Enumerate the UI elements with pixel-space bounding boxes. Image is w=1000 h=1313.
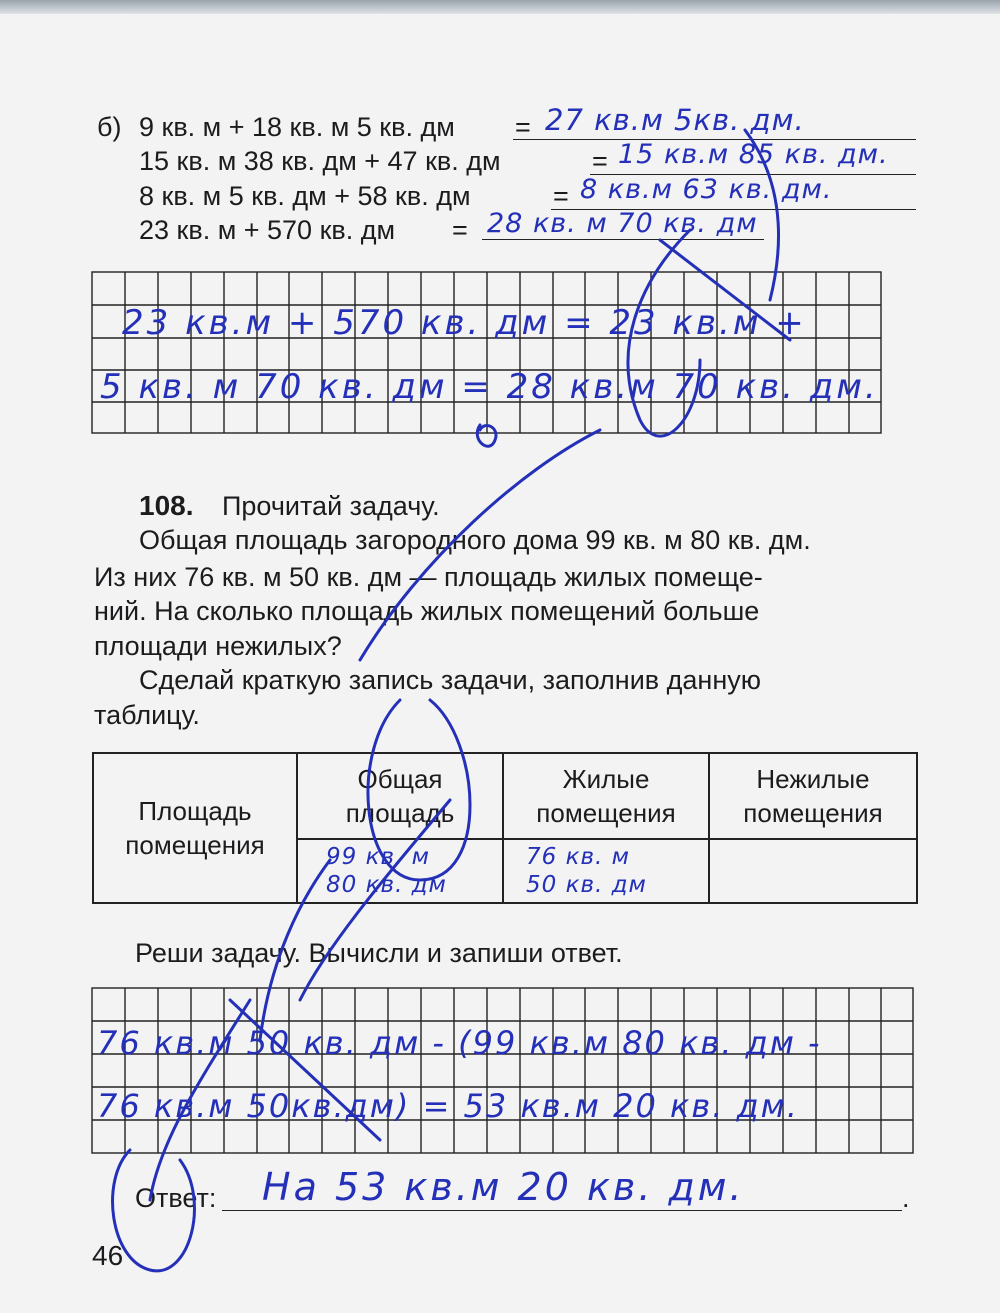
handwritten-answer: 28 кв. м 70 кв. дм: [487, 208, 758, 239]
handwritten-answer: 27 кв.м 5кв. дм.: [545, 103, 805, 137]
equation-expression: 23 кв. м + 570 кв. дм: [139, 215, 396, 245]
instruction-line: Сделай краткую запись задачи, заполнив данную: [139, 665, 761, 695]
grid-handwriting-line: 23 кв.м + 570 кв. дм = 23 кв.м +: [122, 303, 807, 343]
solve-instruction: Реши задачу. Вычисли и запиши ответ.: [135, 938, 623, 968]
handwritten-answer: На 53 кв.м 20 кв. дм.: [262, 1165, 745, 1209]
equals-sign: =: [452, 215, 468, 245]
handwritten-answer: 15 кв.м 85 кв. дм.: [618, 139, 889, 170]
equation-expression: 15 кв. м 38 кв. дм + 47 кв. дм: [139, 146, 501, 176]
row-header-text: помещения: [125, 830, 265, 860]
header-text: помещения: [536, 798, 676, 828]
equals-sign: =: [592, 146, 608, 176]
header-text: помещения: [743, 798, 883, 828]
handwritten-value: 99 кв. м: [326, 844, 430, 870]
handwritten-value: 76 кв. м: [526, 844, 630, 870]
header-text: Нежилые: [756, 764, 870, 794]
handwritten-answer: 8 кв.м 63 кв. дм.: [580, 174, 833, 205]
solution-line: 76 кв.м 50 кв. дм - (99 кв.м 80 кв. дм -: [97, 1024, 822, 1062]
equals-sign: =: [553, 181, 569, 211]
answer-period: .: [902, 1183, 910, 1213]
handwritten-value: 50 кв. дм: [526, 872, 647, 898]
task-text-line: Общая площадь загородного дома 99 кв. м 80 кв. дм.: [139, 525, 811, 555]
handwritten-value: 80 кв. дм: [326, 872, 447, 898]
task-number: 108.: [139, 490, 194, 521]
equals-sign: =: [515, 112, 531, 142]
grid-handwriting-line: 5 кв. м 70 кв. дм = 28 кв.м 70 кв. дм.: [100, 367, 879, 407]
task-heading: Прочитай задачу.: [222, 491, 440, 521]
row-header-text: Площадь: [138, 796, 252, 826]
answer-label: Ответ:: [135, 1183, 217, 1213]
solution-line: 76 кв.м 50кв.дм) = 53 кв.м 20 кв. дм.: [97, 1087, 799, 1125]
header-text: Жилые: [562, 764, 650, 794]
task-text-line: Из них 76 кв. м 50 кв. дм — площадь жилых помеще-: [94, 562, 763, 592]
task-text-line: ний. На сколько площадь жилых помещений больше: [94, 596, 760, 626]
instruction-line: таблицу.: [94, 700, 200, 730]
answer-line: [222, 1210, 902, 1211]
header-text: площадь: [345, 798, 455, 828]
equation-expression: 8 кв. м 5 кв. дм + 58 кв. дм: [139, 181, 471, 211]
part-b-label: б): [97, 112, 122, 142]
page-number: 46: [92, 1240, 124, 1271]
task-text-line: площади нежилых?: [94, 631, 342, 661]
equation-expression: 9 кв. м + 18 кв. м 5 кв. дм: [139, 112, 455, 142]
header-text: Общая: [357, 764, 443, 794]
